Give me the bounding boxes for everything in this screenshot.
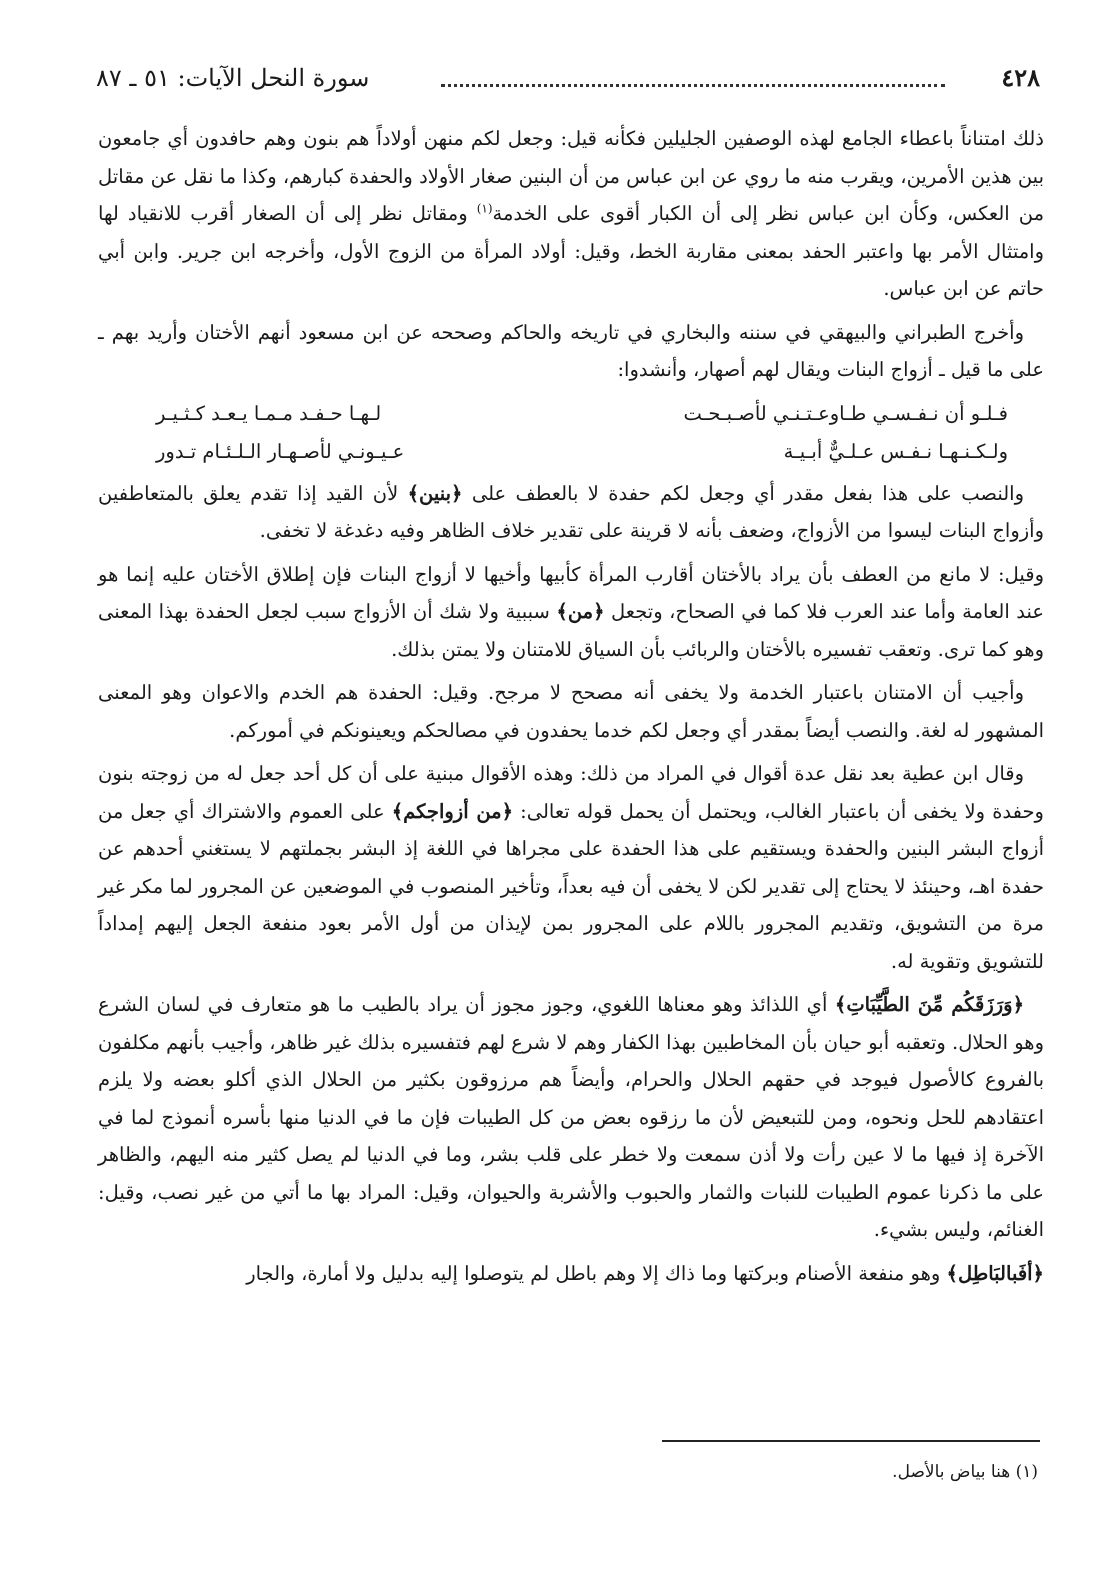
paragraph: ﴿وَرَزَقَكُم مِّنَ الطَّيِّبَاتِ﴾ أي اللذائذ وهو معناها اللغوي، وجوز مجوز أن يراد بالطيب ما هو متعارف في لسان الشرع وهو الحلال. وتعقبه أبو حيان بأن المخاطبين بهذا الكفار وهم لا شرع لهم فتفسيره بذلك غير ظاهر، وأجيب بأنهم مكلفون بالفروع كالأصول فيوجد في حقهم الحلال والحرام، وأيضاً هم مرزوقون بكثير من الحلال الذي أكلو بعضه ولا يلزم اعتقادهم للحل ونحوه، ومن للتبعيض لأن ما رزقوه بعض من كل الطيبات فإن ما في الدنيا منها بأسره أنموذج لما في الآخرة إذ فيها ما لا عين رأت ولا أذن سمعت ولا خطر على قلب بشر، وما في الدنيا لم يصل كثير منه اليهم، والظاهر على ما ذكرنا عموم الطيبات للنبات والثمار والحبوب والأشربة والحيوان، وقيل: المراد بها ما أتي من غير نصب، وقيل: الغنائم، وليس بشيء. <box>98 993 1044 1241</box>
poem <box>98 395 1044 471</box>
paragraph: وقيل: لا مانع من العطف بأن يراد بالأختان أقارب المرأة كأبيها وأخيها لا أزواج البنات فإن إطلاق الأختان عليه إنما هو عند العامة وأما عند العرب فلا كما في الصحاح، وتجعل ﴿من﴾ سببية ولا شك أن الأزواج سبب لجعل الحفدة بهذا المعنى وهو كما ترى. وتعقب تفسيره بالأختان والربائب بأن السياق للامتنان ولا يمتن بذلك. <box>98 562 1044 661</box>
verse-first-hemistich: فـلـو أن نـفـسـي طـاوعـتـنـي لأصـبـحـت <box>683 401 1008 425</box>
paragraph: وقال ابن عطية بعد نقل عدة أقوال في المراد من ذلك: وهذه الأقوال مبنية على أن كل أحد جعل له من زوجته بنون وحفدة ولا يخفى أن باعتبار الغالب، ويحتمل أن يحمل قوله تعالى: ﴿من أزواجكم﴾ على العموم والاشتراك أي جعل من أزواج البشر البنين والحفدة ويستقيم على هذا الحفدة على مجراها في اللغة إذ البشر بجملتهم لا يستغني أحدهم عن حفدة اهـ، وحينئذ لا يحتاج إلى تقدير لكن لا يخفى أن فيه بعداً، وتأخير المنصوب في الموضعين عن المجرور لما مكر غير مرة من التشويق، وتقديم المجرور باللام على المجرور بمن لإيذان من أول الأمر بعود منفعة الجعل إليهم إمداداً للتشويق وتقوية له. <box>98 762 1044 973</box>
page-number: ٤٢٨ <box>1001 63 1040 92</box>
footnote-separator <box>662 1440 1040 1442</box>
header-dotted-leader <box>441 84 945 87</box>
poem-verse <box>98 395 1044 433</box>
verse-second-hemistich: لـهـا حـفـد مـمـا يـعـد كـثـيـر <box>156 401 382 425</box>
poem-verse <box>98 433 1044 471</box>
running-head: سورة النحل الآيات: ٥١ ـ ٨٧ <box>96 64 370 92</box>
quran-quote: ﴿بنين﴾ <box>407 481 463 505</box>
paragraph: ﴿أفَبالبَاطِل﴾ وهو منفعة الأصنام وبركتها وما ذاك إلا وهم باطل لم يتوصلوا إليه بدليل ولا أمارة، والجار <box>246 1261 1044 1285</box>
quran-quote: ﴿وَرَزَقَكُم مِّنَ الطَّيِّبَاتِ﴾ <box>834 993 1024 1016</box>
paragraph: وأخرج الطبراني والبيهقي في سننه والبخاري في تاريخه والحاكم وصححه عن ابن مسعود أنهم الأختان وأريد بهم ـ على ما قيل ـ أزواج البنات ويقال لهم أصهار، وأنشدوا: <box>98 320 1044 381</box>
paragraph: والنصب على هذا بفعل مقدر أي وجعل لكم حفدة لا بالعطف على ﴿بنين﴾ لأن القيد إذا تقدم يعلق بالمتعاطفين وأزواج البنات ليسوا من الأزواج، وضعف بأنه لا قرينة على تقدير خلاف الظاهر وفيه دغدغة لا تخفى. <box>98 481 1044 542</box>
footnote-marker[interactable]: (١) <box>476 201 493 216</box>
paragraph: ذلك امتناناً باعطاء الجامع لهذه الوصفين الجليلين فكأنه قيل: وجعل لكم منهن أولاداً هم بنون وهم حافدون أي جامعون بين هذين الأمرين، ويقرب منه ما روي عن ابن عباس من أن البنين صغار الأولاد والحفدة كبارهم، وكذا ما نقل عن مقاتل من العكس، وكأن ابن عباس نظر إلى أن الكبار أقوى على الخدمة$^{(١)}$ ومقاتل نظر إلى أن الصغار أقرب للانقياد لها وامتثال الأمر بها واعتبر الحفد بمعنى مقاربة الخط، وقيل: أولاد المرأة من الزوج الأول، وأخرجه ابن جرير. وابن أبي حاتم عن ابن عباس. <box>98 127 1045 300</box>
page-header <box>96 56 1040 100</box>
quran-quote: ﴿من أزواجكم﴾ <box>391 799 514 823</box>
quran-quote: ﴿من﴾ <box>556 600 605 623</box>
footnote-text: هنا بياض بالأصل. <box>892 1462 1011 1482</box>
verse-second-hemistich: عـيـونـي لأصـهـار الـلـئـام تـدور <box>156 439 405 463</box>
footnote <box>438 1458 1038 1486</box>
page-body <box>98 120 1044 1298</box>
footnote-marker: (١) <box>1015 1462 1038 1482</box>
paragraph: وأجيب أن الامتنان باعتبار الخدمة ولا يخفى أنه مصحح لا مرجح. وقيل: الحفدة هم الخدم والاعوان وهو المعنى المشهور له لغة. والنصب أيضاً بمقدر أي وجعل لكم خدما يحفدون في مصالحكم ويعينونكم في أموركم. <box>98 681 1044 742</box>
verse-first-hemistich: ولـكـنـهـا نـفـس عـلـيٌّ أبـيـة <box>783 439 1008 463</box>
quran-quote: ﴿أفَبالبَاطِل﴾ <box>946 1261 1044 1285</box>
